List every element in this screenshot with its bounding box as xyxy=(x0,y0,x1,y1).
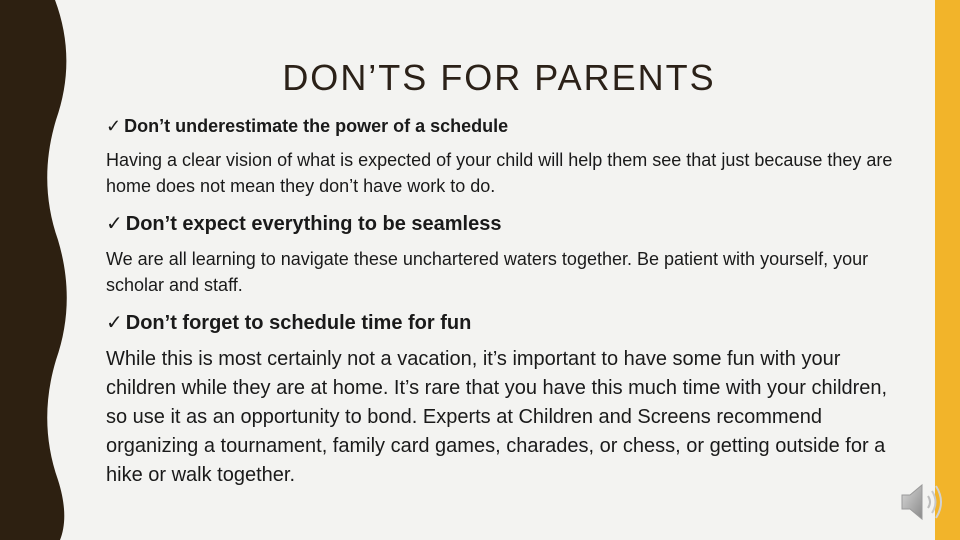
section-heading-3 xyxy=(106,310,896,335)
section-body-2: We are all learning to navigate these unchartered waters together. Be patient with yourself, your scholar and staff. xyxy=(106,249,869,295)
slide-content xyxy=(106,116,896,490)
speaker-icon[interactable] xyxy=(898,480,946,524)
section-heading-1 xyxy=(106,116,896,137)
slide-title: DON’TS FOR PARENTS xyxy=(282,57,716,98)
section-heading-text: Don’t expect everything to be seamless xyxy=(125,213,502,235)
section-body-3: While this is most certainly not a vacation, it’s important to have some fun with your children while they are at home. It’s rare that you have this much time with your children, so use it as an opportunity to bond. Experts at Children and Screens recommend organizing a tournament, family card games, charades, or chess, or getting outside for a hike or walk together. xyxy=(106,348,888,486)
section-heading-text: Don’t underestimate the power of a schedule xyxy=(124,116,509,136)
section-heading-2 xyxy=(106,211,896,236)
section-body-1: Having a clear vision of what is expected of your child will help them see that just because they are home does not mean they don’t have work to do. xyxy=(106,150,893,196)
check-icon: ✓ xyxy=(106,312,123,334)
section-heading-text: Don’t forget to schedule time for fun xyxy=(125,312,472,334)
check-icon: ✓ xyxy=(106,116,122,136)
check-icon: ✓ xyxy=(106,213,123,235)
